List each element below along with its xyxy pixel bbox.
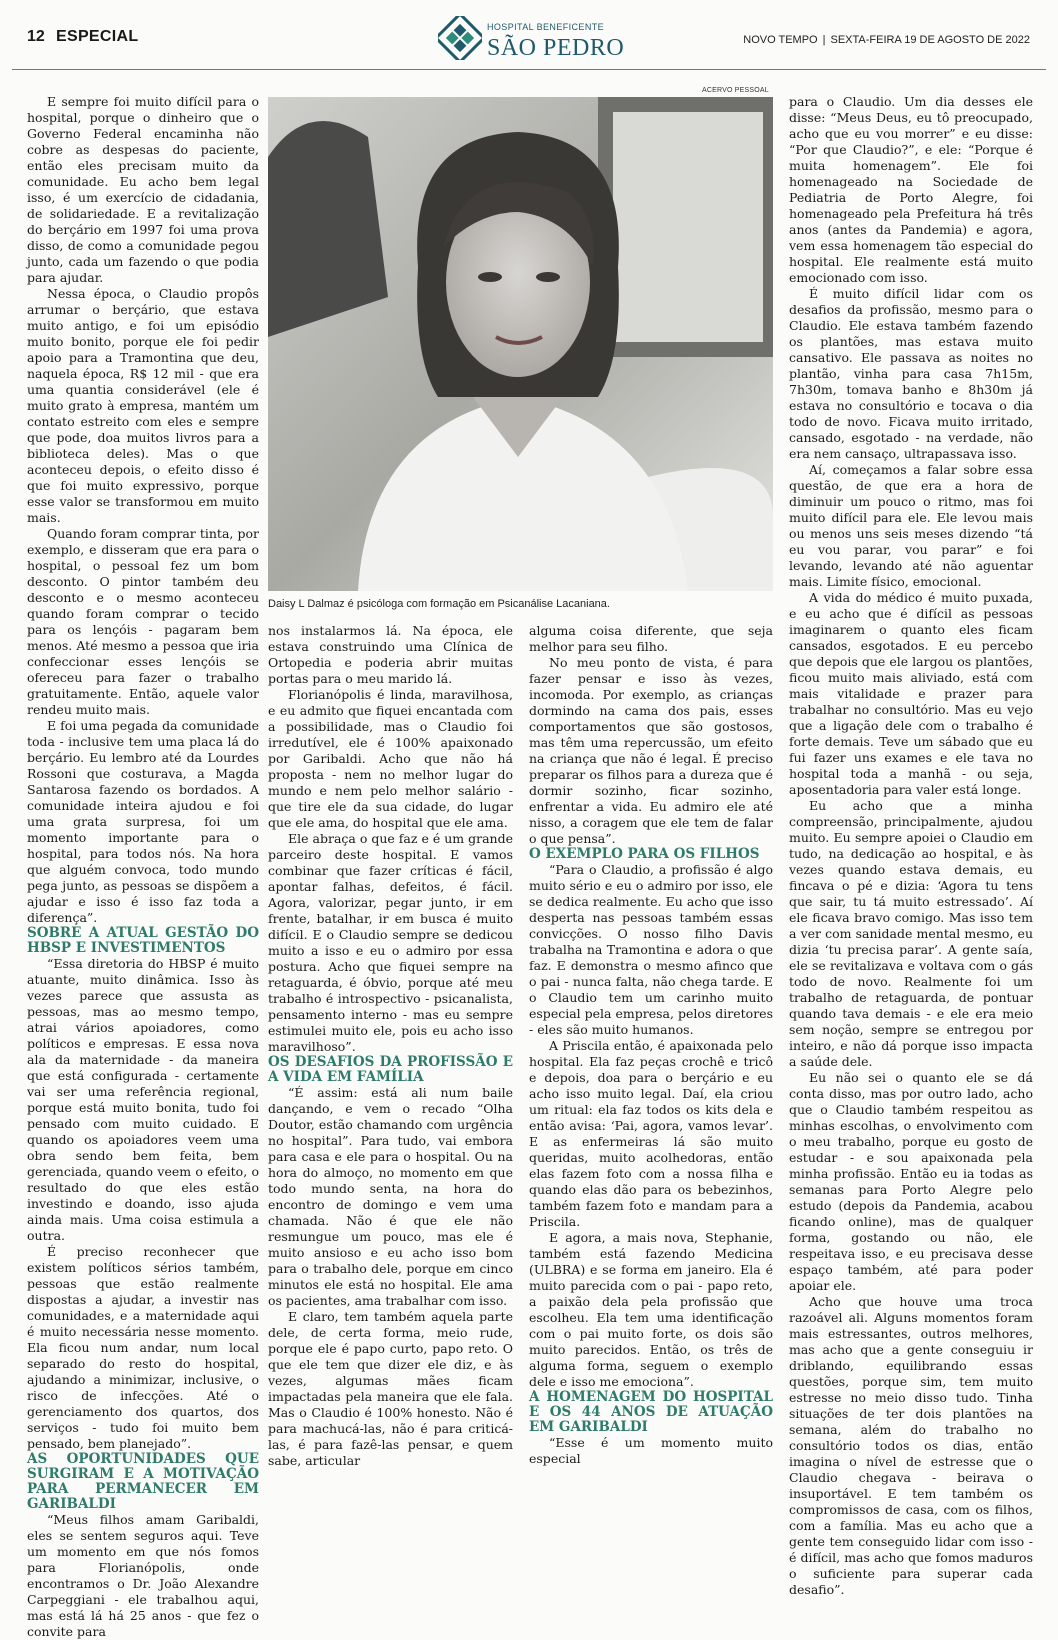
- publication-date-line: NOVO TEMPO | SEXTA-FEIRA 19 DE AGOSTO DE 2022: [743, 34, 1030, 46]
- paragraph: Aí, começamos a falar sobre essa questão, de que era a hora de diminuir um pouco o ritmo, mas foi muito difícil para ele. Ele levou mais ou menos uns seis meses dizendo “tá eu vou parar, vou parar” e foi levando, levando até não aguentar mais. Limite físico, emocional.: [789, 462, 1033, 589]
- paragraph: “É assim: está ali num baile dançando, e vem o recado “Olha Doutor, estão chamando com urgência no hospital”. Para tudo, vai embora para casa e ele para o hospital. Ou na hora do almoço, no momento em que todo mundo senta, na hora do encontro de domingo e vem uma chamada. Não é que ele não resmungue um pouco, mas ele é muito ansioso e eu acho isso bom para o trabalho dele, porque em cinco minutos ele está no hospital. Ele ama os pacientes, ama trabalhar com isso.: [268, 1085, 513, 1308]
- paragraph: No meu ponto de vista, é para fazer pensar e isso às vezes, incomoda. Por exemplo, as crianças dormindo na cama dos pais, esses comportamentos que são gostosos, mas têm uma repercussão, um efeito na criança que não é legal. É preciso preparar os filhos para a dureza que é dormir sozinho, ficar sozinho, enfrentar a vida. Eu admiro ele até nisso, a coragem que ele tem de falar o que pensa”.: [529, 655, 773, 846]
- paragraph: Quando foram comprar tinta, por exemplo, e disseram que era para o hospital, o pessoal fez um bom desconto. O pintor também deu desconto e o mesmo aconteceu quando foram comprar o tecido para os lençóis - pagaram bem menos. Até mesmo a pessoa que iria confeccionar esses lençóis se ofereceu para fazer o trabalho gratuitamente. Então, aquele valor rendeu muito mais.: [27, 526, 259, 717]
- paragraph: E foi uma pegada da comunidade toda - inclusive tem uma placa lá do berçário. Eu lembro até da Lourdes Rossoni que costurava, a Magda Santarosa fazendo os bordados. A comunidade inteira ajudou e foi uma grata surpresa, foi um momento importante para o hospital, para todos nós. Na hora que alguém convoca, todo mundo pega junto, as pessoas se dispõem a ajudar e isso é isso faz toda a diferença”.: [27, 718, 259, 925]
- paragraph: “Para o Claudio, a profissão é algo muito sério e eu o admiro por isso, ele se dedica realmente. Eu acho que isso desperta nas pessoas também essas convicções. O nosso filho Davis trabalha na Tramontina e adora o que faz. E demonstra o mesmo afinco que o pai - nunca falta, não chega tarde. E o Claudio tem um carinho muito especial pela empresa, pelos diretores - eles são muito humanos.: [529, 862, 773, 1037]
- logo-title: SÃO PEDRO: [487, 35, 625, 61]
- paragraph: É preciso reconhecer que existem políticos sérios também, pessoas que estão realmente dispostas a ajudar, a investir nas comunidades, e a maternidade aqui é muito necessária nesse momento. Ela ficou num andar, num local separado do resto do hospital, ajudando a minimizar, inclusive, o risco de infecções. Até o gerenciamento dos quartos, dos serviços - tudo foi muito bem pensado, bem planejado”.: [27, 1244, 259, 1451]
- column-1: [27, 94, 259, 1640]
- hospital-logo: [438, 14, 625, 64]
- column-2: [268, 623, 513, 1469]
- paragraph: para o Claudio. Um dia desses ele disse: “Meus Deus, eu tô preocupado, acho que eu vou morrer” e eu disse: “Por que Claudio?”, e ele: “Porque é muita homenagem”. Ele foi homenageado na Sociedade de Pediatria de Porto Alegre, foi homenageado pela Prefeitura há três anos (antes da Pandemia) e agora, vem essa homenagem tão especial do hospital. Ele realmente está muito emocionado com isso.: [789, 94, 1033, 285]
- header-rule: [12, 69, 1046, 70]
- section-heading: SOBRE A ATUAL GESTÃO DO HBSP E INVESTIMENTOS: [27, 925, 259, 956]
- paragraph: É muito difícil lidar com os desafios da profissão, mesmo para o Claudio. Ele estava também fazendo os plantões, mas estava muito cansativo. Ele passava as noites no plantão, vinha para casa 7h15m, 7h30m, tomava banho e 8h30m já estava no consultório e tocava o dia todo de novo. Ficava muito irritado, cansado, esgotado - na verdade, não era nem cansaço, ultrapassava isso.: [789, 286, 1033, 461]
- page-number: 12: [27, 28, 45, 45]
- portrait-photo: [268, 97, 773, 591]
- paragraph: nos instalarmos lá. Na época, ele estava construindo uma Clínica de Ortopedia e poderia abrir muitas portas para o meu marido lá.: [268, 623, 513, 686]
- paragraph: A vida do médico é muito puxada, e eu acho que é difícil as pessoas imaginarem o quanto eles ficam cansados, esgotados. E eu percebo que depois que ele largou os plantões, ficou muito mais aliviado, está com mais vitalidade e prazer para trabalhar no consultório. Mas eu vejo que a ligação dele com o trabalho é forte demais. Teve um sábado que eu fui fazer uns exames e ele tava no hospital toda a manhã - ou seja, aposentadoria para valer está longe.: [789, 590, 1033, 797]
- paragraph: “Meus filhos amam Garibaldi, eles se sentem seguros aqui. Teve um momento em que nós fomos para Florianópolis, onde encontramos o Dr. João Alexandre Carpeggiani - ele trabalhou aqui, mas está lá há 25 anos - que fez o convite para: [27, 1512, 259, 1639]
- section-heading: OS DESAFIOS DA PROFISSÃO E A VIDA EM FAMÍLIA: [268, 1054, 513, 1085]
- section-title: ESPECIAL: [56, 28, 139, 45]
- paragraph: Florianópolis é linda, maravilhosa, e eu admito que fiquei encantada com a possibilidade, mas o Claudio foi irredutível, ele é 100% apaixonado por Garibaldi. Acho que não há proposta - nem no melhor lugar do mundo e nem pelo melhor salário - que tire ele da sua cidade, do lugar que ele ama, do hospital que ele ama.: [268, 687, 513, 830]
- paragraph: Acho que houve uma troca razoável ali. Alguns momentos foram mais estressantes, outros melhores, mas acho que a gente conseguiu ir driblando, equilibrando essas questões, porque sim, tem muito estresse no meio disso tudo. Tinha situações de ter dois plantões na semana, além do trabalho no consultório todos os dias, então imagina o nível de estresse que o Claudio chegava - beirava o insuportável. E tem também os compromissos de casa, com os filhos, com a família. Mas eu acho que a gente tem conseguido lidar com isso - é difícil, mas acho que fomos maduros o suficiente para superar cada desafio”.: [789, 1294, 1033, 1597]
- logo-subtitle: HOSPITAL BENEFICENTE: [487, 22, 605, 32]
- paragraph: Eu não sei o quanto ele se dá conta disso, mas por outro lado, acho que o Claudio também respeitou as minhas escolhas, o envolvimento com o meu trabalho, porque eu gosto de estudar - e sou apaixonada pela minha profissão. Então eu ia todas as semanas para Porto Alegre pelo estudo (depois da Pandemia, acabou ficando online), mas de qualquer forma, gostando ou não, ele respeitava isso, e eu precisava desse espaço também, até para poder apoiar ele.: [789, 1070, 1033, 1293]
- column-4: [789, 94, 1033, 1598]
- column-3: [529, 623, 773, 1467]
- paragraph: alguma coisa diferente, que seja melhor para seu filho.: [529, 623, 773, 654]
- section-heading: A HOMENAGEM DO HOSPITAL E OS 44 ANOS DE ATUAÇÃO EM GARIBALDI: [529, 1389, 773, 1435]
- portrait-image: [268, 97, 773, 591]
- cross-logo-icon: [438, 16, 482, 60]
- paragraph: “Esse é um momento muito especial: [529, 1435, 773, 1466]
- paragraph: “Essa diretoria do HBSP é muito atuante, muito dinâmica. Isso às vezes parece que assusta as pessoas, mas ao mesmo tempo, atrai vários apoiadores, como políticos e empresas. E essa nova ala da maternidade - da maneira que está configurada - certamente vai ser uma referência regional, porque está muito bonita, tudo foi pensado com muito cuidado. E quando os apoiadores veem uma obra sendo bem feita, bem gerenciada, quando veem o efeito, o resultado do que eles estão investindo e doando, isso ajuda ainda mais. Uma coisa estimula a outra.: [27, 956, 259, 1243]
- publication-name: NOVO TEMPO: [743, 34, 818, 46]
- paragraph: A Priscila então, é apaixonada pelo hospital. Ela faz peças crochê e tricô e depois, doa para o berçário e eu acho isso muito legal. Daí, ela criou um ritual: ela faz todos os kits dela e então avisa: ‘Pai, agora, vamos levar’. E as enfermeiras lá são muito queridas, muito acolhedoras, então elas fazem foto com a nossa filha e quando elas dão para os bebezinhos, também fazem foto e mandam para a Priscila.: [529, 1038, 773, 1229]
- paragraph: Eu acho que a minha compreensão, principalmente, ajudou muito. Eu sempre apoiei o Claudio em tudo, na dedicação ao hospital, e às vezes quando estava demais, eu fincava o pé e dizia: ‘Agora tu tens que sair, tu tá muito estressado’. Aí ele ficava bravo comigo. Mas isso tem a ver com sanidade mental mesmo, eu dizia ‘tu precisa parar’. A gente saía, ele se revitalizava e voltava com o gás todo de novo. Realmente foi um trabalho de retaguarda, de pontuar quando tava demais - e ele era meio sem noção, sempre se entregou por inteiro, e não dá porque isso impacta a saúde dele.: [789, 798, 1033, 1069]
- photo-credit: ACERVO PESSOAL: [702, 87, 769, 94]
- section-heading: O EXEMPLO PARA OS FILHOS: [529, 846, 760, 862]
- section-heading: AS OPORTUNIDADES QUE SURGIRAM E A MOTIVAÇÃO PARA PERMANECER EM GARIBALDI: [27, 1451, 259, 1512]
- paragraph: E agora, a mais nova, Stephanie, também está fazendo Medicina (ULBRA) e se forma em janeiro. Ela é muito parecida com o pai - papo reto, a paixão dela pela profissão que escolheu. Ela tem uma identificação com o pai muito forte, os dois são muito parecidos. Então, os três de alguma forma, seguem o exemplo dele e isso me emociona”.: [529, 1230, 773, 1389]
- photo-caption: Daisy L Dalmaz é psicóloga com formação em Psicanálise Lacaniana.: [268, 598, 610, 610]
- paragraph: Nessa época, o Claudio propôs arrumar o berçário, que estava muito antigo, e foi um episódio muito bonito, porque ele foi pedir apoio para a Tramontina que deu, naquela época, R$ 12 mil - que era uma quantia considerável (ele é muito grato à empresa, mantém um contato estreito com eles e sempre que pode, doa muitos livros para a biblioteca deles). Mas o que aconteceu depois, o efeito disso é que foi muito expressivo, porque esse valor se transformou em muito mais.: [27, 286, 259, 525]
- publication-date: SEXTA-FEIRA 19 DE AGOSTO DE 2022: [830, 34, 1030, 46]
- paragraph: E claro, tem também aquela parte dele, de certa forma, meio rude, porque ele é papo curto, papo reto. O que ele tem que dizer ele diz, e às vezes, algumas mães ficam impactadas pela maneira que ele fala. Mas o Claudio é 100% honesto. Não é para machucá-las, não é para criticá-las, é para fazê-las pensar, e quem sabe, articular: [268, 1309, 513, 1468]
- paragraph: E sempre foi muito difícil para o hospital, porque o dinheiro que o Governo Federal encaminha não cobre as despesas do paciente, então eles precisam muito da comunidade. Eu acho bem legal isso, é um exercício de cidadania, de solidariedade. E a revitalização do berçário em 1997 foi uma prova disso, de como a comunidade pegou junto, cada um fazendo o que podia para ajudar.: [27, 94, 259, 285]
- paragraph: Ele abraça o que faz e é um grande parceiro deste hospital. E vamos combinar que fazer críticas é fácil, apontar falhas, defeitos, é fácil. Agora, valorizar, pegar junto, ir em frente, batalhar, ir em busca é muito difícil. E o Claudio sempre se dedicou muito a isso e eu o admiro por essa postura. Acho que fiquei sempre na retaguarda, é óbvio, porque até meu trabalho é introspectivo - psicanalista, pensamento interno - mas eu sempre estimulei muito ele, pois eu acho isso maravilhoso”.: [268, 831, 513, 1054]
